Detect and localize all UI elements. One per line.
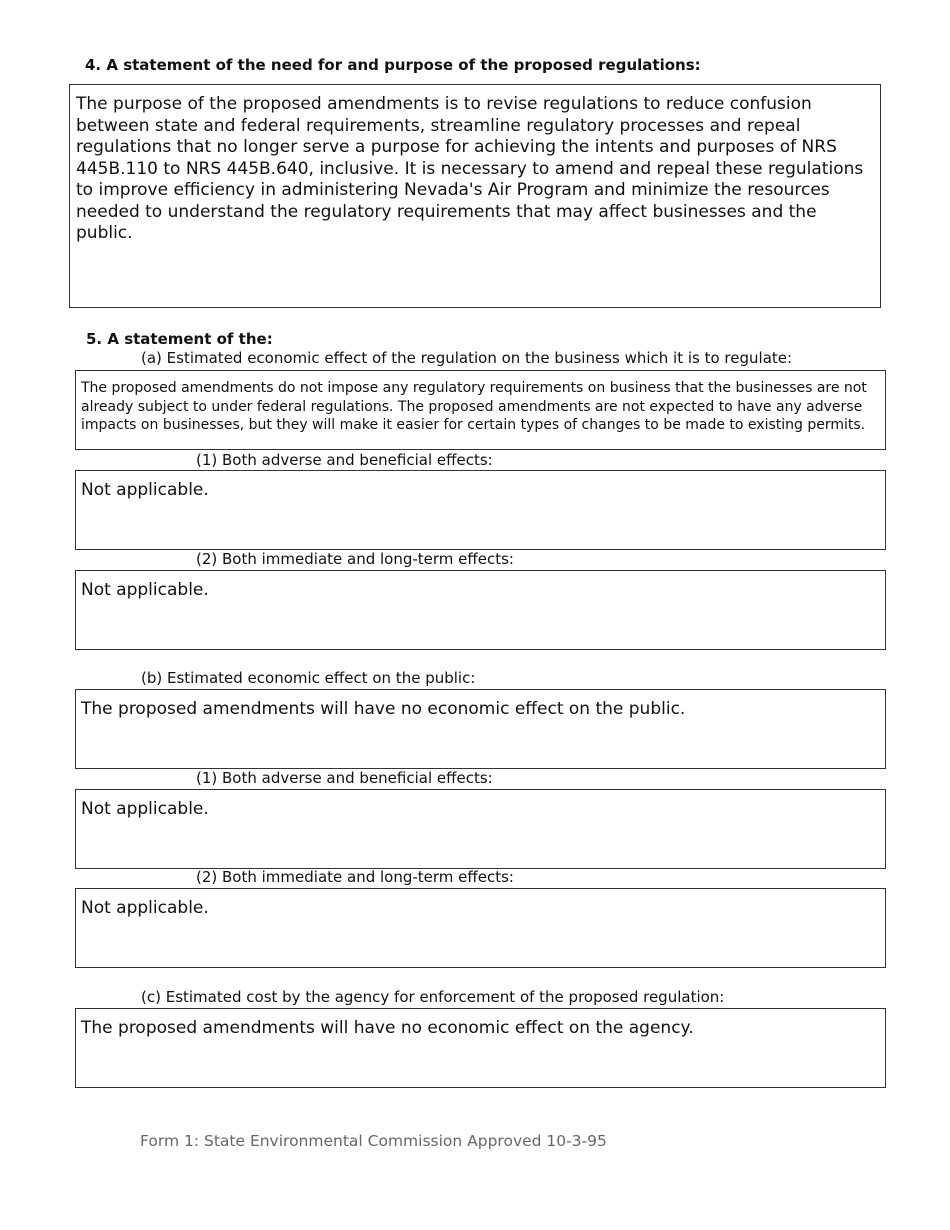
section-5a-2-text-box[interactable]	[75, 570, 886, 650]
section-5c-label: (c) Estimated cost by the agency for enforcement of the proposed regulation:	[141, 988, 725, 1006]
section-5c-text: The proposed amendments will have no economic effect on the agency.	[81, 1018, 694, 1038]
section-5-heading: 5. A statement of the:	[86, 330, 273, 348]
section-4-text-box[interactable]	[69, 84, 881, 308]
section-4-heading: 4. A statement of the need for and purpose of the proposed regulations:	[85, 56, 701, 74]
section-5a-1-label: (1) Both adverse and beneficial effects:	[196, 451, 493, 469]
section-5b-2-text: Not applicable.	[81, 898, 209, 918]
section-4-text: The purpose of the proposed amendments is to revise regulations to reduce confusion between state and federal requirements, streamline regulatory processes and repeal regulations that no longer serve a purpose for achieving the intents and purposes of NRS 445B.110 to NRS 445B.640, inclusive. It is necessary to amend and repeal these regulations to improve efficiency in administering Nevada's Air Program and minimize the resources needed to understand the regulatory requirements that may affect businesses and the public.	[76, 94, 864, 243]
section-5a-text: The proposed amendments do not impose any regulatory requirements on business that the businesses are not already subject to under federal regulations. The proposed amendments are not expected to have any adverse impacts on businesses, but they will make it easier for certain types of changes to be made to existing permits.	[81, 380, 867, 433]
form-footer: Form 1: State Environmental Commission Approved 10-3-95	[140, 1132, 607, 1150]
section-5a-1-text-box[interactable]	[75, 470, 886, 550]
section-5b-1-label: (1) Both adverse and beneficial effects:	[196, 769, 493, 787]
section-5b-1-text-box[interactable]	[75, 789, 886, 869]
section-5b-1-text: Not applicable.	[81, 799, 209, 819]
section-5a-label: (a) Estimated economic effect of the regulation on the business which it is to regulate:	[141, 349, 793, 367]
section-5a-2-text: Not applicable.	[81, 580, 209, 600]
section-5c-text-box[interactable]	[75, 1008, 886, 1088]
section-5b-label: (b) Estimated economic effect on the public:	[141, 669, 476, 687]
section-5a-2-label: (2) Both immediate and long-term effects:	[196, 550, 514, 568]
section-5b-text: The proposed amendments will have no economic effect on the public.	[81, 699, 686, 719]
section-5b-2-label: (2) Both immediate and long-term effects:	[196, 868, 514, 886]
section-5b-2-text-box[interactable]	[75, 888, 886, 968]
section-5a-1-text: Not applicable.	[81, 480, 209, 500]
section-5a-text-box[interactable]	[75, 370, 886, 450]
section-5b-text-box[interactable]	[75, 689, 886, 769]
